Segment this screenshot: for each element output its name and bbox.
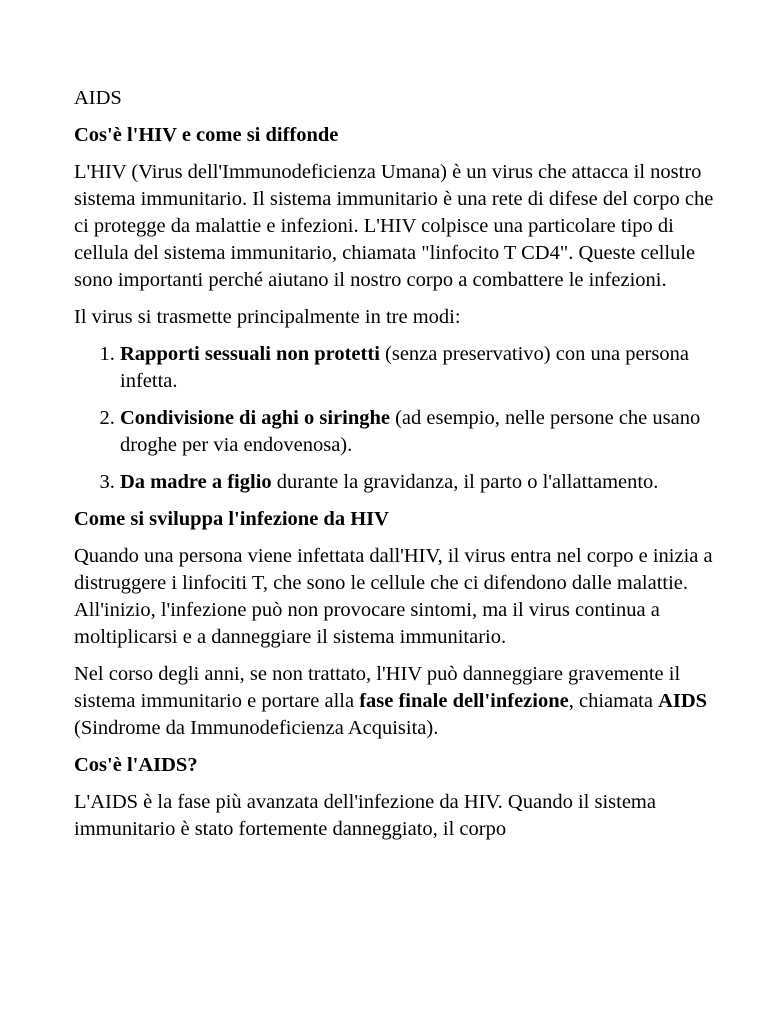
transmission-list: [74, 341, 714, 496]
list-item-bold: Da madre a figlio: [120, 471, 272, 493]
list-item-text: (senza preservativo) con una persona infetta.: [120, 343, 689, 392]
section-heading-aids: Cos'è l'AIDS?: [74, 754, 198, 776]
bold-span: fase finale dell'infezione: [359, 690, 569, 712]
document-title: AIDS: [74, 87, 122, 109]
text-span: Nel corso degli anni, se non trattato, l'HIV può danneggiare gravemente il sistema immunitario e portare alla: [74, 663, 681, 712]
paragraph-hiv-definition: L'HIV (Virus dell'Immunodeficienza Umana) è un virus che attacca il nostro sistema immunitario. Il sistema immunitario è una rete di difese del corpo che ci protegge da malattie e infezioni. L'HIV colpisce una particolare tipo di cellula del sistema immunitario, chiamata "linfocito T CD4". Queste cellule sono importanti perché aiutano il nostro corpo a combattere le infezioni.: [74, 161, 714, 291]
text-span: (Sindrome da Immunodeficienza Acquisita).: [74, 717, 439, 739]
paragraph-aids-progression: [74, 661, 714, 742]
bold-span: AIDS: [658, 690, 708, 712]
paragraph-infection-development: Quando una persona viene infettata dall'HIV, il virus entra nel corpo e inizia a distruggere i linfociti T, che sono le cellule che ci difendono dalle malattie. All'inizio, l'infezione può non provocare sintomi, ma il virus continua a moltiplicarsi e a danneggiare il sistema immunitario.: [74, 545, 713, 648]
list-item-text: durante la gravidanza, il parto o l'allattamento.: [271, 471, 659, 493]
list-item-bold: Rapporti sessuali non protetti: [120, 343, 380, 365]
list-item: [120, 341, 714, 395]
section-heading-infection: Come si sviluppa l'infezione da HIV: [74, 508, 389, 530]
list-item-text: (ad esempio, nelle persone che usano droghe per via endovenosa).: [120, 407, 701, 456]
list-item: [120, 405, 714, 459]
document-page: [74, 85, 714, 853]
paragraph-transmission-intro: Il virus si trasmette principalmente in tre modi:: [74, 306, 461, 328]
text-span: , chiamata: [568, 690, 659, 712]
paragraph-aids-definition: L'AIDS è la fase più avanzata dell'infezione da HIV. Quando il sistema immunitario è stato fortemente danneggiato, il corpo: [74, 791, 656, 840]
list-item: [120, 469, 714, 496]
section-heading-hiv: Cos'è l'HIV e come si diffonde: [74, 124, 339, 146]
list-item-bold: Condivisione di aghi o siringhe: [120, 407, 390, 429]
